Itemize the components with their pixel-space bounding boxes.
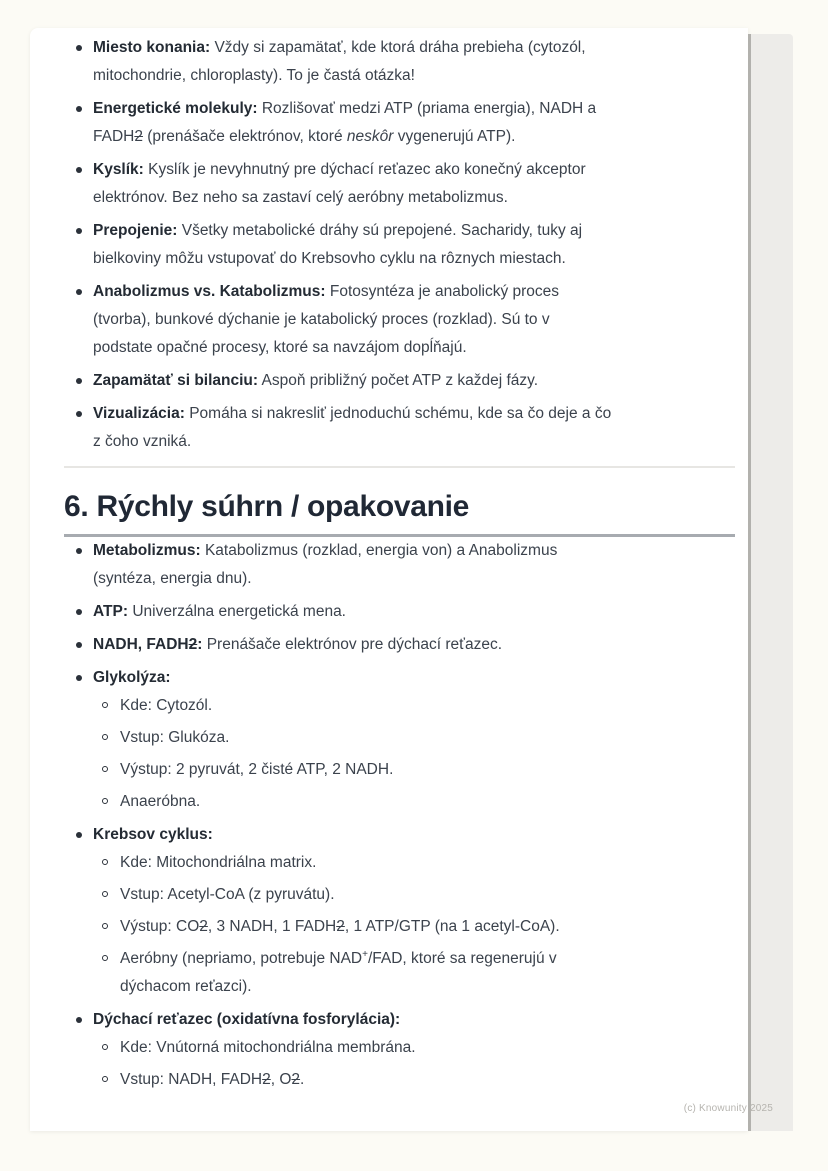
- list-item-text: [93, 161, 586, 206]
- list-item-text: [93, 222, 582, 267]
- text-segment: Aspoň približný počet ATP z každej fázy.: [258, 372, 539, 389]
- list-item-text: [93, 542, 557, 587]
- text-segment: Kde: Mitochondriálna matrix.: [120, 854, 317, 871]
- list-item: [64, 156, 735, 212]
- text-segment: Prenášače elektrónov pre dýchací reťazec.: [202, 636, 502, 653]
- text-segment: , 1 ATP/GTP (na 1 acetyl-CoA).: [344, 918, 560, 935]
- disc-bullet-icon: [76, 548, 82, 554]
- circle-bullet-icon: [102, 859, 108, 865]
- list-item: [64, 34, 735, 90]
- text-segment: Kyslík:: [93, 161, 144, 178]
- circle-bullet-icon: [102, 923, 108, 929]
- sub-list-item: [93, 788, 735, 816]
- text-segment: , O: [270, 1071, 292, 1088]
- document-content: [30, 28, 748, 1094]
- text-segment: :: [197, 636, 203, 653]
- text-segment: 2: [134, 128, 143, 145]
- text-segment: , 3 NADH, 1 FADH: [207, 918, 337, 935]
- text-segment: Anabolizmus vs. Katabolizmus:: [93, 283, 326, 300]
- text-segment: Výstup: 2 pyruvát, 2 čisté ATP, 2 NADH.: [120, 761, 394, 778]
- text-segment: .: [300, 1071, 305, 1088]
- text-segment: Krebsov cyklus:: [93, 826, 213, 843]
- text-segment: z čoho vzniká.: [93, 433, 192, 450]
- list-item: [64, 217, 735, 273]
- nested-list: [93, 849, 735, 1001]
- circle-bullet-icon: [102, 891, 108, 897]
- list-item: [64, 598, 735, 626]
- text-segment: elektrónov. Bez neho sa zastaví celý aeróbny metabolizmus.: [93, 189, 508, 206]
- text-segment: Metabolizmus:: [93, 542, 201, 559]
- list-item-text: [120, 793, 200, 810]
- list-item-text: [120, 886, 335, 903]
- disc-bullet-icon: [76, 411, 82, 417]
- circle-bullet-icon: [102, 798, 108, 804]
- list-item-text: [93, 405, 611, 450]
- disc-bullet-icon: [76, 378, 82, 384]
- text-segment: vygenerujú ATP).: [393, 128, 516, 145]
- sub-list-item: [93, 724, 735, 752]
- sub-list-item: [93, 849, 735, 877]
- text-segment: Vstup: NADH, FADH: [120, 1071, 263, 1088]
- list-item-text: [120, 950, 557, 995]
- list-item-text: [120, 761, 393, 778]
- list-item: [64, 537, 735, 593]
- section-heading: 6. Rýchly súhrn / opakovanie: [64, 490, 470, 523]
- text-segment: (prenášače elektrónov, ktoré: [142, 128, 347, 145]
- text-segment: Rozlišovať medzi ATP (priama energia), NADH a: [257, 100, 597, 117]
- list-item-text: [120, 918, 560, 935]
- sub-list-item: [93, 1066, 735, 1094]
- text-segment: Kyslík je nevyhnutný pre dýchací reťazec ako konečný akceptor: [143, 161, 586, 178]
- text-segment: Zapamätať si bilanciu:: [93, 372, 259, 389]
- sub-list-item: [93, 756, 735, 784]
- text-segment: Vstup: Glukóza.: [120, 729, 230, 746]
- list-item: [64, 278, 735, 362]
- text-segment: Anaeróbna.: [120, 793, 201, 810]
- list-item-text: [120, 1071, 304, 1088]
- text-segment: Pomáha si nakresliť jednoduchú schému, kde sa čo deje a čo: [184, 405, 612, 422]
- text-segment: 2: [262, 1071, 271, 1088]
- sub-list-item: [93, 692, 735, 720]
- sub-list-item: [93, 1034, 735, 1062]
- list-item-text: [93, 283, 559, 356]
- list-item-text: [93, 39, 586, 84]
- disc-bullet-icon: [76, 1017, 82, 1023]
- text-segment: (syntéza, energia dnu).: [93, 570, 252, 587]
- text-segment: Vždy si zapamätať, kde ktorá dráha prebieha (cytozól,: [210, 39, 586, 56]
- disc-bullet-icon: [76, 228, 82, 234]
- disc-bullet-icon: [76, 289, 82, 295]
- list-item-text: [93, 1011, 400, 1028]
- list-item: [64, 95, 735, 151]
- disc-bullet-icon: [76, 609, 82, 615]
- text-segment: Katabolizmus (rozklad, energia von) a Anabolizmus: [200, 542, 558, 559]
- list-item-text: [93, 826, 213, 843]
- disc-bullet-icon: [76, 45, 82, 51]
- list-item: [64, 664, 735, 816]
- disc-bullet-icon: [76, 106, 82, 112]
- text-segment: bielkoviny môžu vstupovať do Krebsovho cyklu na rôznych miestach.: [93, 250, 566, 267]
- scrollbar[interactable]: [748, 34, 793, 1131]
- list-item-text: [120, 729, 229, 746]
- disc-bullet-icon: [76, 167, 82, 173]
- circle-bullet-icon: [102, 702, 108, 708]
- text-segment: Univerzálna energetická mena.: [128, 603, 346, 620]
- list-item-text: [120, 854, 316, 871]
- circle-bullet-icon: [102, 766, 108, 772]
- sub-list-item: [93, 913, 735, 941]
- text-segment: mitochondrie, chloroplasty). To je častá otázka!: [93, 67, 415, 84]
- disc-bullet-icon: [76, 832, 82, 838]
- circle-bullet-icon: [102, 955, 108, 961]
- text-segment: (tvorba), bunkové dýchanie je katabolický proces (rozklad). Sú to v: [93, 311, 550, 328]
- text-segment: neskôr: [346, 128, 394, 145]
- disc-bullet-icon: [76, 675, 82, 681]
- text-segment: NADH, FADH: [93, 636, 189, 653]
- list-item-text: [93, 603, 346, 620]
- circle-bullet-icon: [102, 1076, 108, 1082]
- list-item-text: [120, 697, 212, 714]
- text-segment: 2: [291, 1071, 301, 1088]
- text-segment: FADH: [93, 128, 135, 145]
- text-segment: Kde: Vnútorná mitochondriálna membrána.: [120, 1039, 416, 1056]
- text-segment: 2: [336, 918, 345, 935]
- text-segment: Vizualizácia:: [93, 405, 185, 422]
- text-segment: Všetky metabolické dráhy sú prepojené. Sacharidy, tuky aj: [177, 222, 583, 239]
- list-item-text: [93, 669, 171, 686]
- list-item-text: [93, 372, 538, 389]
- disc-bullet-icon: [76, 642, 82, 648]
- summary-list: [64, 537, 735, 1094]
- text-segment: Aeróbny (nepriamo, potrebuje NAD: [120, 950, 363, 967]
- list-item-text: [93, 636, 502, 653]
- section-divider: [64, 466, 735, 468]
- key-points-list: [64, 34, 735, 456]
- circle-bullet-icon: [102, 734, 108, 740]
- text-segment: dýchacom reťazci).: [120, 978, 252, 995]
- circle-bullet-icon: [102, 1044, 108, 1050]
- text-segment: Energetické molekuly:: [93, 100, 258, 117]
- text-segment: +: [362, 948, 368, 960]
- text-segment: Prepojenie:: [93, 222, 178, 239]
- text-segment: Dýchací reťazec (oxidatívna fosforylácia):: [93, 1011, 401, 1028]
- list-item: [64, 821, 735, 1001]
- text-segment: ATP:: [93, 603, 129, 620]
- nested-list: [93, 1034, 735, 1094]
- text-segment: Fotosyntéza je anabolický proces: [325, 283, 560, 300]
- text-segment: Výstup: CO: [120, 918, 200, 935]
- document-page: [30, 28, 748, 1131]
- sub-list-item: [93, 945, 735, 1001]
- list-item-text: [120, 1039, 416, 1056]
- list-item: [64, 367, 735, 395]
- nested-list: [93, 692, 735, 816]
- text-segment: /FAD, ktoré sa regenerujú v: [367, 950, 557, 967]
- list-item-text: [93, 100, 596, 145]
- sub-list-item: [93, 881, 735, 909]
- text-segment: Glykolýza:: [93, 669, 171, 686]
- text-segment: Kde: Cytozól.: [120, 697, 213, 714]
- list-item: [64, 400, 735, 456]
- text-segment: podstate opačné procesy, ktoré sa navzájom dopĺňajú.: [93, 339, 467, 356]
- list-item: [64, 631, 735, 659]
- list-item: [64, 1006, 735, 1094]
- text-segment: Miesto konania:: [93, 39, 211, 56]
- text-segment: 2: [199, 918, 208, 935]
- text-segment: Vstup: Acetyl-CoA (z pyruvátu).: [120, 886, 335, 903]
- watermark: (c) Knowunity 2025: [683, 1103, 773, 1114]
- text-segment: 2: [188, 636, 198, 653]
